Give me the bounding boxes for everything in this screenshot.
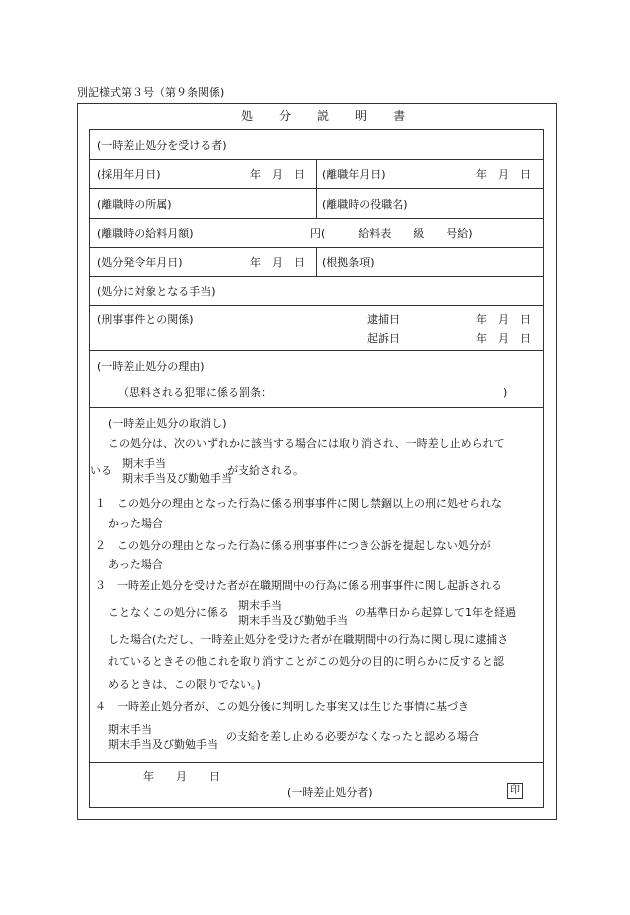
issue-date-value: 年 月 日 xyxy=(250,256,305,269)
option-term-end: 期末手当 xyxy=(108,723,152,736)
issue-date-label: (処分発令年月日) xyxy=(97,256,183,269)
row-divider xyxy=(89,276,544,277)
title-char: 処 xyxy=(241,109,254,123)
item-3-line-5: めるときは、この限りでない。) xyxy=(108,678,261,691)
hire-date-label: (採用年月日) xyxy=(97,168,161,181)
row-divider xyxy=(89,407,544,408)
cancel-heading: (一時差止処分の取消し) xyxy=(108,417,227,430)
row-divider xyxy=(89,218,544,219)
indict-label: 起訴日 xyxy=(367,332,400,345)
title-char: 説 xyxy=(317,109,330,123)
option-term-end-diligence: 期末手当及び勤勉手当 xyxy=(238,614,348,627)
column-divider xyxy=(316,159,317,218)
seal-box: 印 xyxy=(507,783,523,799)
row-divider xyxy=(89,350,544,351)
title-char: 分 xyxy=(279,109,292,123)
title-char: 明 xyxy=(355,109,368,123)
item-4-line-1: ４ 一時差止処分者が、この処分後に判明した事実又は生じた事情に基づき xyxy=(95,700,469,713)
item-3-line-3: した場合(ただし、一時差止処分を受けた者が在職期間中の行為に関し現に逮捕さ xyxy=(108,633,509,646)
document-title xyxy=(241,110,431,122)
item-4-options xyxy=(108,722,218,752)
item-3-line-2-end: の基準日から起算して1年を経過 xyxy=(355,606,516,619)
arrest-date: 年 月 日 xyxy=(476,313,531,326)
cancel-intro-prefix: いる xyxy=(90,464,112,477)
option-term-end-diligence: 期末手当及び勤勉手当 xyxy=(108,738,218,751)
form-number: 別記様式第３号（第９条関係) xyxy=(77,86,225,99)
title-char: 書 xyxy=(393,109,406,123)
item-2-line-1: ２ この処分の理由となった行為に係る刑事事件につき公訴を提起しない処分が xyxy=(95,539,491,552)
basis-label: (根拠条項) xyxy=(322,256,375,269)
department-label: (離職時の所属) xyxy=(97,198,172,211)
cancel-intro-end: が支給される。 xyxy=(227,464,304,477)
row-divider xyxy=(89,305,544,306)
arrest-label: 逮捕日 xyxy=(367,313,400,326)
row-divider xyxy=(89,762,544,763)
criminal-label: (刑事事件との関係) xyxy=(97,313,194,326)
option-term-end-diligence: 期末手当及び勤勉手当 xyxy=(122,472,232,485)
allowance-label: (処分に対象となる手当) xyxy=(97,285,216,298)
allowance-options xyxy=(122,456,232,486)
item-1-line-2: かった場合 xyxy=(108,517,163,530)
retire-date-label: (離職年月日) xyxy=(322,168,386,181)
salary-label: (離職時の給料月額) xyxy=(97,227,194,240)
cancel-intro: この処分は、次のいずれかに該当する場合には取り消され、一時差し止められて xyxy=(108,437,505,450)
option-term-end: 期末手当 xyxy=(122,457,166,470)
retire-date-value: 年 月 日 xyxy=(476,168,531,181)
reason-label: (一時差止処分の理由) xyxy=(97,360,205,373)
item-3-line-1: ３ 一時差止処分を受けた者が在職期間中の行為に係る刑事事件に関し起訴される xyxy=(95,579,502,592)
item-3-line-4: れているときその他これを取り消すことがこの処分の目的に明らかに反すると認 xyxy=(108,655,504,668)
suspected-close: ) xyxy=(503,386,508,399)
suspected-label: （思料される犯罪に係る罰条： xyxy=(118,386,272,399)
hire-date-value: 年 月 日 xyxy=(250,168,305,181)
item-2-line-2: あった場合 xyxy=(108,558,163,571)
footer-date: 年 月 日 xyxy=(143,770,220,783)
item-3-line-2: ことなくこの処分に係る xyxy=(108,606,229,619)
item-1-line-1: １ この処分の理由となった行為に係る刑事事件に関し禁錮以上の刑に処せられな xyxy=(95,497,502,510)
subject-label: (一時差止処分を受ける者) xyxy=(97,139,227,152)
post-label: (離職時の役職名) xyxy=(322,198,408,211)
salary-detail: 円( 給料表 級 号給) xyxy=(310,227,473,240)
indict-date: 年 月 日 xyxy=(476,332,531,345)
item-3-options xyxy=(238,598,348,628)
column-divider xyxy=(316,247,317,276)
signer-label: (一時差止処分者) xyxy=(287,786,373,799)
option-term-end: 期末手当 xyxy=(238,599,282,612)
item-4-line-2-end: の支給を差し止める必要がなくなったと認める場合 xyxy=(226,730,479,743)
